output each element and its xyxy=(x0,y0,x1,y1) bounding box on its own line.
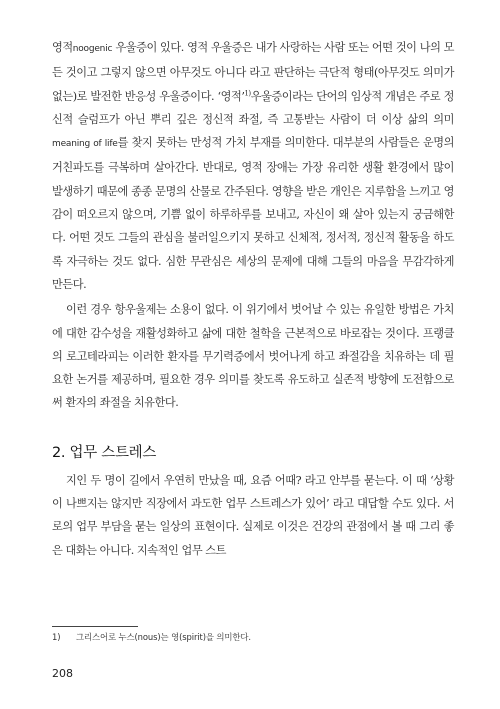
footnote xyxy=(52,631,454,644)
paragraph-work-stress: 지인 두 명이 길에서 우연히 만났을 때, 요즘 어때? 라고 안부를 묻는다. 이 때 ‘상황이 나쁘지는 않지만 직장에서 과도한 업무 스트레스가 있어’ 라고 대답할 수도 있다. 서로의 업무 부담을 묻는 일상의 표현이다. 실제로 이것은 건강의 관점에서 볼 때 그리 좋은 대화는 아니다. 지속적인 업무 스트 xyxy=(52,473,454,557)
footnote-marker[interactable]: 1) xyxy=(244,88,251,97)
paragraph-spiritual-depression xyxy=(52,36,454,296)
text-run: 우울증이 있다. 영적 우울증은 내가 사랑하는 사람 또는 어떤 것이 나의 모든 것이고 그렇지 않으면 아무것도 아니다 라고 판단하는 극단적 형태(아무것도 의미가 없는)로 발전한 반응성 우울증이다. ‘영적’ xyxy=(52,41,454,103)
text-run: 우울증이라는 단어의 임상적 개념은 주로 정신적 슬럼프가 아닌 뿌리 깊은 정신적 좌절, 즉 고통받는 사람이 더 이상 삶의 의미 xyxy=(52,89,454,126)
page-number: 208 xyxy=(52,667,73,680)
footnote-divider xyxy=(52,626,138,627)
body-text xyxy=(52,36,454,562)
text-run: 를 찾지 못하는 만성적 가치 부재를 의미한다. 대부분의 사람들은 운명의 거친파도를 극복하며 살아간다. 반대로, 영적 장애는 가장 유리한 생활 환경에서 많이 발생하기 때문에 종종 문명의 산물로 간주된다. 영향을 받은 개인은 지루함을 느끼고 영감이 떠오르지 않으며, 기쁨 없이 하루하루를 보내고, 자신이 왜 살아 있는지 궁금해한다. 어떤 것도 그들의 관심을 불러일으키지 못하고 신체적, 정서적, 정신적 활동을 하도록 자극하는 것도 없다. 심한 무관심은 세상의 문제에 대해 그들의 마음을 무감각하게 만든다. xyxy=(52,136,454,291)
paragraph-antidepressants: 이런 경우 항우울제는 소용이 없다. 이 위기에서 벗어날 수 있는 유일한 방법은 가치에 대한 감수성을 재활성화하고 삶에 대한 철학을 근본적으로 바로잡는 것이다. 프랭클의 로고테라피는 이러한 환자를 무기력증에서 벗어나게 하고 좌절감을 치유하는 데 필요한 논거를 제공하며, 필요한 경우 의미를 찾도록 유도하고 실존적 방향에 도전함으로써 환자의 좌절을 치유한다. xyxy=(52,303,454,410)
footnote-number: 1) xyxy=(52,632,61,642)
text-run: 영적 xyxy=(52,41,73,54)
footnote-text: 그리스어로 누스(nous)는 영(spirit)을 의미한다. xyxy=(76,632,251,642)
section-heading: 2. 업무 스트레스 xyxy=(52,444,157,461)
latin-term-meaning-of-life: meaning of life xyxy=(52,139,118,150)
latin-term-noogenic: noogenic xyxy=(72,44,113,54)
